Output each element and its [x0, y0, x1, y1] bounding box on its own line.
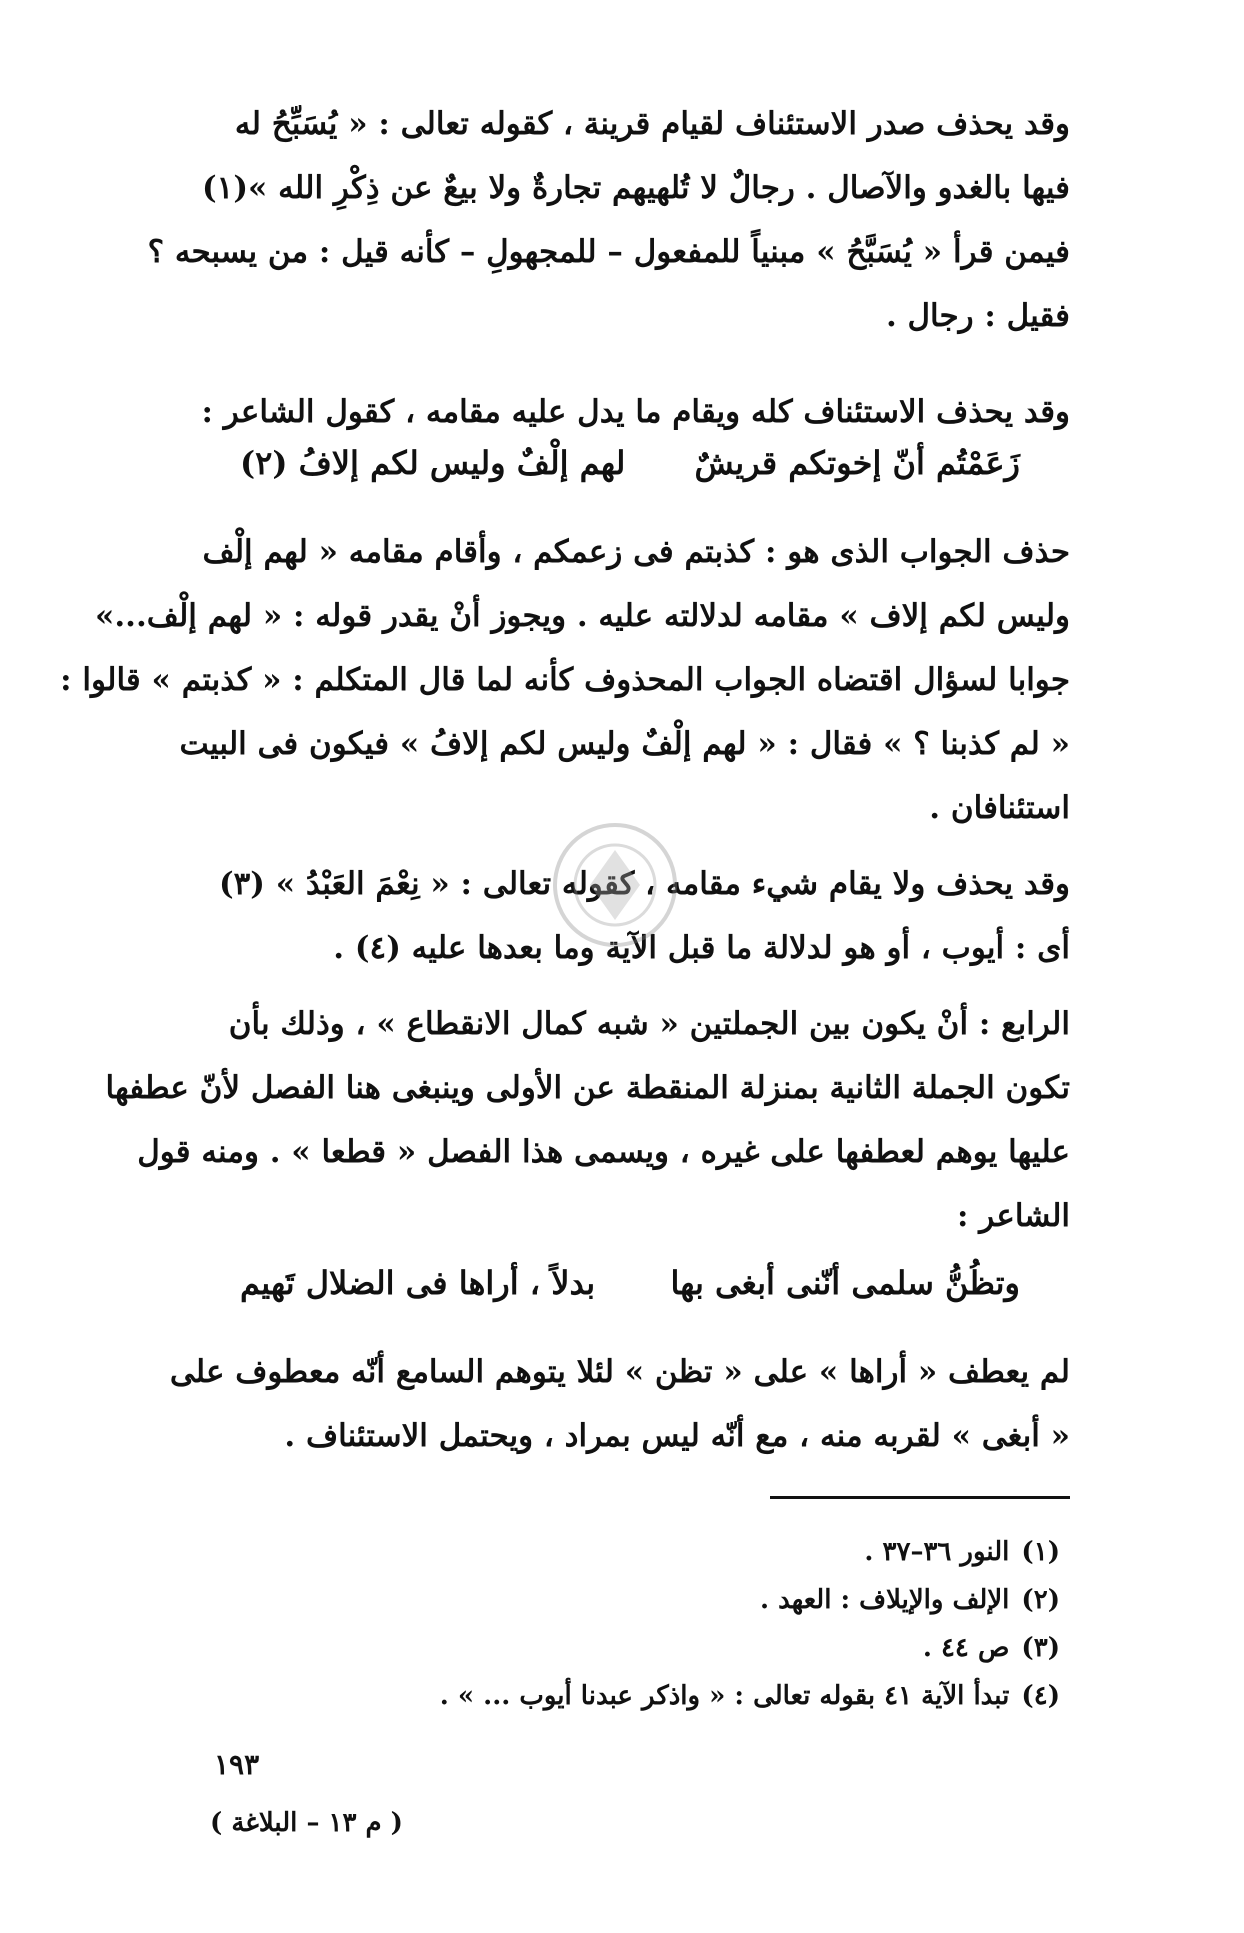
text-line: « لم كذبنا ؟ » فقال : « لهم إلْفٌ وليس لكم إلافُ » فيكون فى البيت: [179, 726, 1070, 762]
footnote-divider: [770, 1496, 1070, 1499]
text-line: وقد يحذف الاستئناف كله ويقام ما يدل عليه مقامه ، كقول الشاعر :: [201, 394, 1070, 430]
text-line: حذف الجواب الذى هو : كذبتم فى زعمكم ، وأقام مقامه « لهم إلْف: [202, 534, 1070, 570]
text-line: جوابا لسؤال اقتضاه الجواب المحذوف كأنه لما قال المتكلم : « كذبتم » قالوا :: [60, 662, 1070, 698]
verse-hemistich-second: بدلاً ، أراها فى الضلال تَهيم: [240, 1264, 596, 1302]
page-number: ١٩٣: [214, 1748, 260, 1781]
footnote-text: النور ٣٦–٣٧ .: [864, 1537, 1010, 1567]
verse-hemistich-second: لهم إلْفٌ وليس لكم إلافُ (٢): [240, 444, 626, 482]
verse-hemistich-first: وتظُنُّ سلمى أنّنى أبغى بها: [670, 1264, 1020, 1302]
paragraph-1: [147, 92, 1070, 348]
text-line: الرابع : أنْ يكون بين الجملتين « شبه كمال الانقطاع » ، وذلك بأن: [228, 1006, 1070, 1042]
text-line: « أبغى » لقربه منه ، مع أنّه ليس بمراد ، ويحتمل الاستئناف .: [284, 1418, 1070, 1454]
verse-hemistich-first: زَعَمْتُم أنّ إخوتكم قريشٌ: [694, 444, 1020, 482]
verse-2: [200, 1264, 1060, 1324]
text-line: عليها يوهم لعطفها على غيره ، ويسمى هذا الفصل « قطعا » . ومنه قول: [137, 1134, 1070, 1170]
footnotes: [290, 1528, 1060, 1720]
text-line: وقد يحذف ولا يقام شيء مقامه ، كقوله تعالى : « نِعْمَ العَبْدُ » (٣): [218, 866, 1070, 902]
library-stamp-icon: [540, 810, 690, 960]
footnote-text: تبدأ الآية ٤١ بقوله تعالى : « واذكر عبدنا أيوب ... » .: [439, 1681, 1010, 1711]
footnote-number: (٣): [1021, 1633, 1060, 1663]
paragraph-2: [190, 380, 1070, 444]
paragraph-6: [169, 1340, 1070, 1468]
footnote-2: [290, 1576, 1060, 1624]
paragraph-3: [60, 520, 1070, 840]
text-line: وقد يحذف صدر الاستئناف لقيام قرينة ، كقوله تعالى : « يُسَبِّحُ له: [234, 106, 1070, 142]
text-line: تكون الجملة الثانية بمنزلة المنقطة عن الأولى وينبغى هنا الفصل لأنّ عطفها: [105, 1070, 1070, 1106]
footnote-text: ص ٤٤ .: [922, 1633, 1010, 1663]
paragraph-5: [105, 992, 1070, 1248]
footnote-3: [290, 1624, 1060, 1672]
text-line: فقيل : رجال .: [885, 298, 1070, 334]
text-line: الشاعر :: [957, 1198, 1070, 1234]
text-line: فيمن قرأ « يُسَبَّحُ » مبنياً للمفعول – للمجهولِ – كأنه قيل : من يسبحه ؟: [147, 234, 1070, 270]
footnote-text: الإلف والإيلاف : العهد .: [760, 1585, 1010, 1615]
text-line: استئنافان .: [929, 790, 1070, 826]
printer-signature: ( م ١٣ – البلاغة ): [210, 1808, 403, 1838]
text-line: فيها بالغدو والآصال . رجالٌ لا تُلهيهم تجارةٌ ولا بيعٌ عن ذِكْرِ الله »(١): [201, 170, 1070, 206]
footnote-number: (٤): [1021, 1681, 1060, 1711]
footnote-4: [290, 1672, 1060, 1720]
text-line: وليس لكم إلاف » مقامه لدلالته عليه . ويجوز أنْ يقدر قوله : « لهم إلْف...»: [95, 598, 1070, 634]
footnote-number: (٢): [1021, 1585, 1060, 1615]
footnote-1: [290, 1528, 1060, 1576]
text-line: أى : أيوب ، أو هو لدلالة ما قبل الآية وما بعدها عليه (٤) .: [333, 930, 1070, 966]
verse-1: [200, 444, 1060, 504]
text-line: لم يعطف « أراها » على « تظن » لئلا يتوهم السامع أنّه معطوف على: [169, 1354, 1070, 1390]
footnote-number: (١): [1021, 1537, 1060, 1567]
